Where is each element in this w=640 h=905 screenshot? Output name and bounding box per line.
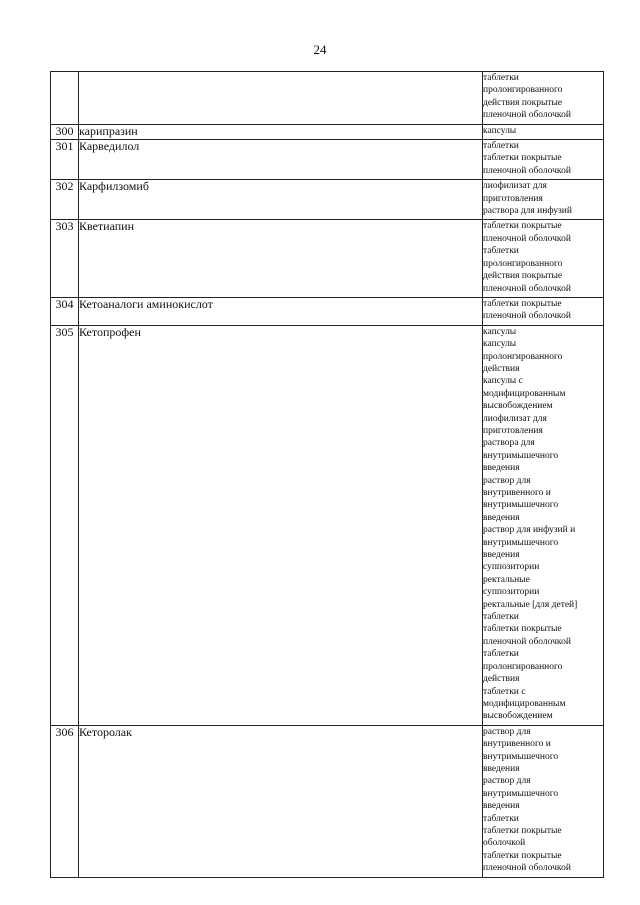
dosage-form-line: раствора для инфузий	[483, 206, 572, 217]
dosage-form-line: суппозитории	[483, 587, 540, 598]
dosage-form-line: введения	[483, 463, 520, 474]
table-row	[51, 72, 604, 125]
dosage-form-line: введения	[483, 550, 520, 561]
dosage-form-line: ректальные	[483, 574, 530, 585]
drug-name: Карведилол	[79, 140, 483, 180]
dosage-form-line: таблетки покрытые	[483, 825, 562, 836]
dosage-form-line: таблетки покрытые	[483, 624, 562, 635]
dosage-form-line: введения	[483, 801, 520, 812]
drug-name	[79, 72, 483, 125]
dosage-form-line: действия покрытые	[483, 271, 563, 282]
row-number: 305	[51, 325, 79, 725]
dosage-form-line: пленочной оболочкой	[483, 311, 571, 322]
dosage-form-line: внутривенного и	[483, 488, 551, 498]
dosage-form-line: действия	[483, 363, 520, 374]
dosage-form-line: приготовления	[483, 425, 543, 436]
page-number: 24	[313, 42, 327, 57]
dosage-form-line: внутримышечного	[483, 450, 559, 461]
row-number: 300	[51, 124, 79, 139]
dosage-form-line: таблетки	[483, 141, 519, 152]
dosage-form-line: введения	[483, 512, 520, 523]
dosage-form-line: таблетки	[483, 813, 519, 824]
dosage-form-line: внутривенного и	[483, 739, 551, 750]
dosage-forms	[483, 140, 604, 180]
dosage-form-line: пролонгированного	[483, 661, 563, 672]
dosage-form-line: таблетки с	[483, 686, 526, 697]
dosage-forms	[483, 297, 604, 325]
dosage-forms	[483, 124, 604, 139]
drug-name: Кветиапин	[79, 220, 483, 297]
dosage-form-line: таблетки	[483, 612, 519, 623]
dosage-forms	[483, 180, 604, 220]
dosage-form-line: пленочной оболочкой	[483, 165, 571, 176]
table-row	[51, 725, 604, 877]
dosage-form-line: капсулы	[483, 125, 517, 136]
dosage-form-line: внутримышечного	[483, 537, 559, 548]
drug-name: Кеторолак	[79, 725, 483, 877]
dosage-forms	[483, 725, 604, 877]
dosage-form-line: раствор для инфузий и	[483, 525, 576, 536]
dosage-forms	[483, 325, 604, 725]
dosage-form-line: таблетки покрытые	[483, 298, 562, 309]
drug-table	[50, 71, 604, 878]
dosage-form-line: лиофилизат для	[483, 181, 547, 192]
dosage-form-line: раствор для	[483, 726, 531, 737]
dosage-form-line: капсулы с	[483, 376, 523, 387]
dosage-forms	[483, 220, 604, 297]
drug-name: Кетоаналоги аминокислот	[79, 297, 483, 325]
drug-name: Карфилзомиб	[79, 180, 483, 220]
drug-name: Кетопрофен	[79, 325, 483, 725]
table-body	[51, 72, 604, 878]
row-number: 302	[51, 180, 79, 220]
dosage-form-line: раствора для	[483, 438, 535, 449]
dosage-form-line: пленочной оболочкой	[483, 283, 571, 294]
row-number: 301	[51, 140, 79, 180]
dosage-form-line: высвобождением	[483, 711, 553, 722]
dosage-form-line: таблетки	[483, 246, 519, 257]
dosage-form-line: лиофилизат для	[483, 413, 547, 424]
dosage-form-line: внутримышечного	[483, 500, 559, 511]
dosage-form-line: раствор для	[483, 475, 531, 486]
table-row	[51, 220, 604, 297]
dosage-form-line: пролонгированного	[483, 85, 563, 96]
table-row	[51, 325, 604, 725]
dosage-form-line: раствор для	[483, 776, 531, 787]
dosage-forms	[483, 72, 604, 125]
dosage-form-line: приготовления	[483, 193, 543, 204]
dosage-form-line: модифицированным	[483, 698, 566, 709]
dosage-form-line: таблетки покрытые	[483, 850, 562, 861]
drug-name: карипразин	[79, 124, 483, 139]
table-row	[51, 140, 604, 180]
dosage-form-line: капсулы	[483, 326, 517, 337]
dosage-form-line: таблетки покрытые	[483, 221, 562, 232]
dosage-form-line: модифицированным	[483, 388, 566, 399]
dosage-form-line: капсулы	[483, 339, 517, 350]
dosage-form-line: внутримышечного	[483, 751, 559, 762]
table-row	[51, 124, 604, 139]
dosage-form-line: таблетки	[483, 649, 519, 660]
table-row	[51, 297, 604, 325]
dosage-form-line: суппозитории	[483, 562, 540, 573]
table-row	[51, 180, 604, 220]
row-number	[51, 72, 79, 125]
row-number: 304	[51, 297, 79, 325]
dosage-form-line: пролонгированного	[483, 258, 563, 269]
dosage-form-line: пленочной оболочкой	[483, 863, 571, 874]
dosage-form-line: пленочной оболочкой	[483, 636, 571, 647]
dosage-form-line: внутримышечного	[483, 788, 559, 799]
dosage-form-line: таблетки покрытые	[483, 153, 562, 164]
dosage-form-line: действия покрытые	[483, 97, 563, 108]
dosage-form-line: таблетки	[483, 73, 519, 83]
dosage-form-line: действия	[483, 674, 520, 685]
dosage-form-line: оболочкой	[483, 838, 526, 849]
dosage-form-line: ректальные [для детей]	[483, 599, 578, 610]
dosage-form-line: пленочной оболочкой	[483, 233, 571, 244]
row-number: 306	[51, 725, 79, 877]
row-number: 303	[51, 220, 79, 297]
dosage-form-line: пленочной оболочкой	[483, 110, 571, 121]
dosage-form-line: высвобождением	[483, 401, 553, 412]
dosage-form-line: пролонгированного	[483, 351, 563, 362]
dosage-form-line: введения	[483, 763, 520, 774]
